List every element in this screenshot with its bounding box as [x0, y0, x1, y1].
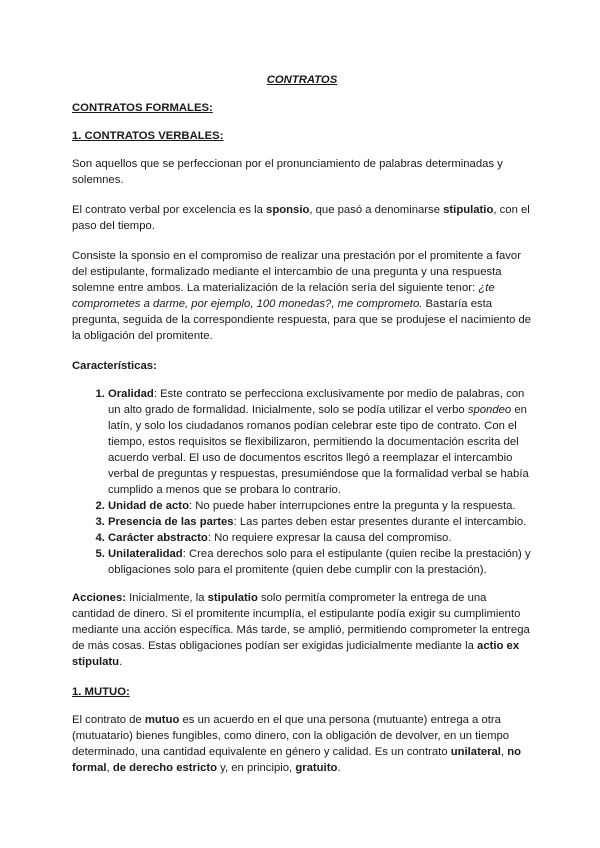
example-quote: ¿te comprometes a darme, por ejemplo, 100 monedas?, me comprometo.: [72, 282, 495, 310]
paragraph-consiste: Consiste la sponsio en el compromiso de realizar una prestación por el promitente a favor del estipulante, formalizado mediante el intercambio de una pregunta y una respuesta solemne entre ambos. La materialización de la relación sería del siguiente tenor: ¿te comprometes a darme, por ejemplo, 100 monedas?, me comprometo. Bastaría esta pregunta, seguida de la correspondiente respuesta, para que se produjese el nacimiento de la obligación del promitente.: [72, 250, 532, 342]
list-item: 2. Unidad de acto: No puede haber interrupciones entre la pregunta y la respuesta.: [108, 498, 532, 514]
caracteristicas-list: [72, 386, 532, 578]
term-stipulatio: stipulatio: [443, 204, 494, 216]
list-item: 3. Presencia de las partes: Las partes deben estar presentes durante el intercambio.: [108, 514, 532, 530]
caracteristicas-heading: Características:: [72, 360, 157, 372]
paragraph-mutuo: El contrato de mutuo es un acuerdo en el que una persona (mutuante) entrega a otra (mutuatario) bienes fungibles, como dinero, con la obligación de devolver, en un tiempo determinado, una cantidad equivalente en género y calidad. Es un contrato unilateral, no formal, de derecho estricto y, en principio, gratuito.: [72, 714, 522, 774]
paragraph-sponsio: El contrato verbal por excelencia es la sponsio, que pasó a denominarse stipulatio, con el paso del tiempo.: [72, 204, 530, 232]
paragraph-acciones: Acciones: Inicialmente, la stipulatio solo permitía comprometer la entrega de una cantidad de dinero. Si el promitente incumplía, el estipulante podía exigir su cumplimiento mediante una acción específica. Más tarde, se amplió, permitiendo comprometer la entrega de más cosas. Estas obligaciones podían ser exigidas judicialmente mediante la actio ex stipulatu.: [72, 592, 530, 668]
list-item: 5. Unilateralidad: Crea derechos solo para el estipulante (quien recibe la prestación) y obligaciones solo para el promitente (quien debe cumplir con la prestación).: [108, 546, 532, 578]
section-heading-verbales: 1. CONTRATOS VERBALES:: [72, 130, 224, 142]
document-page: [72, 72, 532, 790]
document-title: CONTRATOS: [266, 74, 338, 86]
section-heading-mutuo: 1. MUTUO:: [72, 686, 130, 698]
list-item: 4. Carácter abstracto: No requiere expresar la causa del compromiso.: [108, 530, 532, 546]
section-heading-formales: CONTRATOS FORMALES:: [72, 102, 213, 114]
list-item: 1. Oralidad: Este contrato se perfecciona exclusivamente por medio de palabras, con un alto grado de formalidad. Inicialmente, solo se podía utilizar el verbo spondeo en latín, y solo los ciudadanos romanos podían celebrar este tipo de contrato. Con el tiempo, estos requisitos se flexibilizaron, permitiendo la documentación escrita del acuerdo verbal. El uso de documentos escritos llegó a reemplazar el intercambio verbal de preguntas y respuestas, presumiéndose que la formalidad verbal se había cumplido a menos que se probara lo contrario.: [108, 386, 532, 498]
paragraph-definition: Son aquellos que se perfeccionan por el pronunciamiento de palabras determinadas y solemnes.: [72, 158, 503, 186]
term-sponsio: sponsio: [266, 204, 310, 216]
